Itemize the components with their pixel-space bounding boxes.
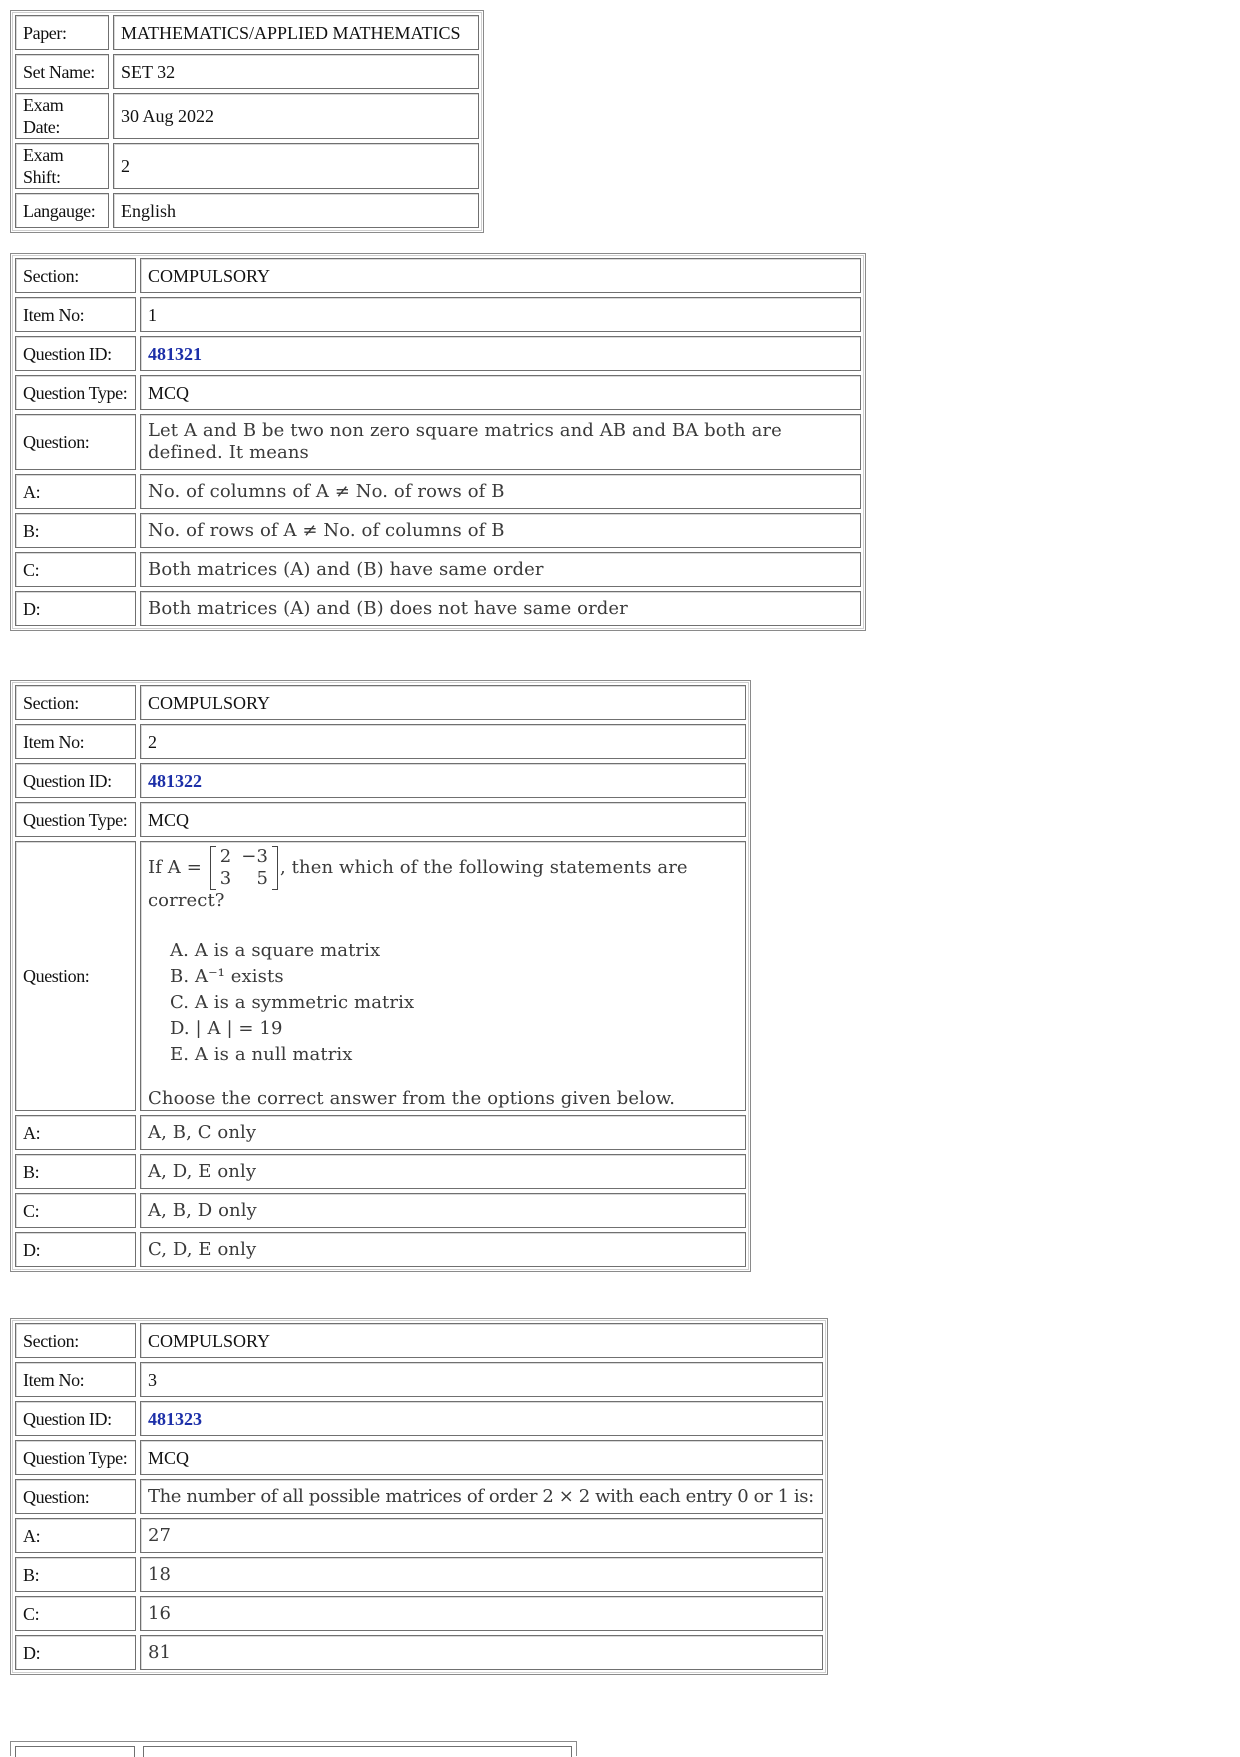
question-id-row: [15, 336, 861, 371]
question-type-value: MCQ: [140, 375, 861, 410]
section-row: [15, 685, 746, 720]
question-type-label: Question Type:: [15, 1440, 136, 1475]
matrix-cell: 2: [219, 846, 232, 867]
option-d-label: D:: [15, 1635, 136, 1670]
option-a-label: A:: [15, 1518, 136, 1553]
option-d-text: Both matrices (A) and (B) does not have same order: [140, 591, 861, 626]
question-type-row: [15, 1440, 823, 1475]
matrix-cell: 5: [256, 868, 269, 889]
item-no-row: [15, 1362, 823, 1397]
section-value: COMPULSORY: [140, 258, 861, 293]
matrix-cell: 3: [219, 868, 232, 889]
statement-c: C. A is a symmetric matrix: [170, 992, 415, 1013]
option-d-row: [15, 1635, 823, 1670]
option-c-label: C:: [15, 552, 136, 587]
set-name-row: [15, 54, 479, 89]
next-question-table-partial: [10, 1741, 577, 1756]
item-no-value: 1: [140, 297, 861, 332]
option-d-text: 81: [140, 1635, 823, 1670]
option-b-text: 18: [140, 1557, 823, 1592]
matrix-grid: [215, 846, 273, 890]
language-row: [15, 193, 479, 228]
statement-d: D. | A | = 19: [170, 1018, 283, 1039]
question-id-value: 481321: [140, 336, 861, 371]
question-stem: [148, 846, 738, 912]
matrix-cell: −3: [241, 846, 269, 867]
paper-row: [15, 15, 479, 50]
exam-shift-label: Exam Shift:: [15, 143, 109, 189]
question-label: Question:: [15, 1479, 136, 1514]
item-no-value: 2: [140, 724, 746, 759]
question-id-label: Question ID:: [15, 763, 136, 798]
exam-date-value: 30 Aug 2022: [113, 93, 479, 139]
paper-value: MATHEMATICS/APPLIED MATHEMATICS: [113, 15, 479, 50]
option-a-row: [15, 474, 861, 509]
exam-shift-value: 2: [113, 143, 479, 189]
paper-label: Paper:: [15, 15, 109, 50]
option-d-text: C, D, E only: [140, 1232, 746, 1267]
option-b-row: [15, 513, 861, 548]
option-a-text: No. of columns of A ≠ No. of rows of B: [140, 474, 861, 509]
item-no-row: [15, 297, 861, 332]
question-suffix: , then which of the following statements are correct?: [148, 857, 688, 911]
question-body: [140, 841, 746, 1111]
section-value: COMPULSORY: [140, 685, 746, 720]
option-d-row: [15, 1232, 746, 1267]
language-value: English: [113, 193, 479, 228]
item-no-value: 3: [140, 1362, 823, 1397]
option-c-row: [15, 1193, 746, 1228]
question-table-1: [10, 253, 866, 631]
option-c-row: [15, 1596, 823, 1631]
option-c-label: C:: [15, 1596, 136, 1631]
question-prefix: If A =: [148, 857, 202, 878]
question-row: [15, 1479, 823, 1514]
option-b-text: A, D, E only: [140, 1154, 746, 1189]
question-type-label: Question Type:: [15, 802, 136, 837]
question-type-row: [15, 802, 746, 837]
option-b-row: [15, 1154, 746, 1189]
exam-date-label: Exam Date:: [15, 93, 109, 139]
question-instruction: Choose the correct answer from the options given below.: [148, 1088, 676, 1109]
question-type-value: MCQ: [140, 802, 746, 837]
option-b-text: No. of rows of A ≠ No. of columns of B: [140, 513, 861, 548]
set-name-value: SET 32: [113, 54, 479, 89]
language-label: Langauge:: [15, 193, 109, 228]
option-a-label: A:: [15, 474, 136, 509]
question-label: Question:: [15, 841, 136, 1111]
statement-list: [170, 938, 738, 1068]
option-a-row: [15, 1115, 746, 1150]
exam-shift-row: [15, 143, 479, 189]
question-id-label: Question ID:: [15, 336, 136, 371]
section-row: [15, 1323, 823, 1358]
statement-e: E. A is a null matrix: [170, 1044, 353, 1065]
question-label: Question:: [15, 414, 136, 470]
option-c-text: A, B, D only: [140, 1193, 746, 1228]
item-no-label: Item No:: [15, 724, 136, 759]
section-label: Section:: [15, 1323, 136, 1358]
question-type-value: MCQ: [140, 1440, 823, 1475]
option-d-label: D:: [15, 591, 136, 626]
question-row: [15, 841, 746, 1111]
option-c-text: Both matrices (A) and (B) have same order: [140, 552, 861, 587]
option-b-label: B:: [15, 513, 136, 548]
question-table-3: [10, 1318, 828, 1675]
matrix-a: [210, 846, 278, 890]
section-row: [15, 258, 861, 293]
question-id-value: 481323: [140, 1401, 823, 1436]
option-c-label: C:: [15, 1193, 136, 1228]
question-type-row: [15, 375, 861, 410]
set-name-label: Set Name:: [15, 54, 109, 89]
question-id-row: [15, 1401, 823, 1436]
option-b-row: [15, 1557, 823, 1592]
exam-info-table: [10, 10, 484, 233]
question-id-row: [15, 763, 746, 798]
item-no-label: Item No:: [15, 297, 136, 332]
statement-a: A. A is a square matrix: [170, 940, 381, 961]
question-id-value: 481322: [140, 763, 746, 798]
option-d-row: [15, 591, 861, 626]
section-value: COMPULSORY: [140, 1323, 823, 1358]
question-row: [15, 414, 861, 470]
item-no-row: [15, 724, 746, 759]
question-type-label: Question Type:: [15, 375, 136, 410]
option-b-label: B:: [15, 1557, 136, 1592]
question-text: Let A and B be two non zero square matrics and AB and BA both are defined. It means: [140, 414, 861, 470]
exam-date-row: [15, 93, 479, 139]
option-d-label: D:: [15, 1232, 136, 1267]
option-a-row: [15, 1518, 823, 1553]
question-table-2: [10, 680, 751, 1272]
section-label: Section:: [15, 685, 136, 720]
option-c-row: [15, 552, 861, 587]
option-a-label: A:: [15, 1115, 136, 1150]
section-label: Section:: [15, 258, 136, 293]
option-c-text: 16: [140, 1596, 823, 1631]
option-b-label: B:: [15, 1154, 136, 1189]
item-no-label: Item No:: [15, 1362, 136, 1397]
question-text: The number of all possible matrices of order 2 × 2 with each entry 0 or 1 is:: [140, 1479, 823, 1514]
option-a-text: 27: [140, 1518, 823, 1553]
question-id-label: Question ID:: [15, 1401, 136, 1436]
option-a-text: A, B, C only: [140, 1115, 746, 1150]
statement-b: B. A⁻¹ exists: [170, 966, 284, 987]
